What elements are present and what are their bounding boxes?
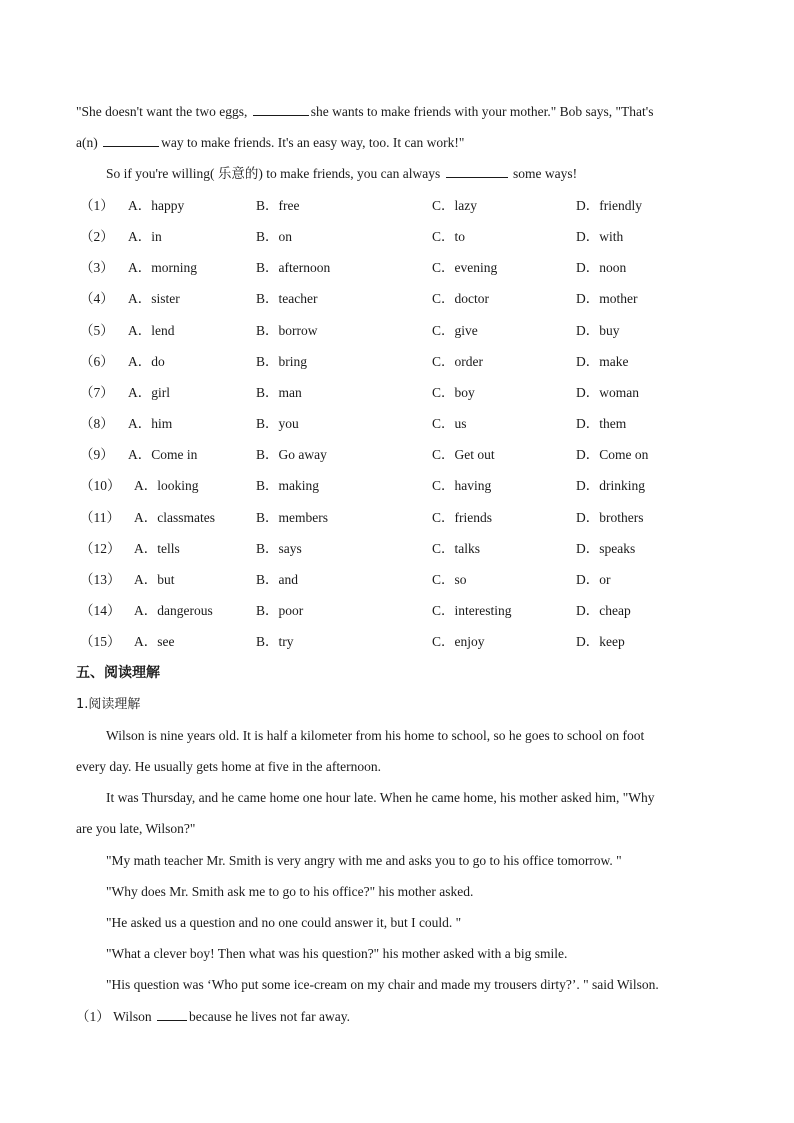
option-a[interactable]: A．lend: [128, 322, 175, 338]
story-paragraph: "My math teacher Mr. Smith is very angry with me and asks you to go to his office tomorrow. ": [106, 853, 622, 868]
question-number: （10）: [80, 478, 121, 494]
option-d[interactable]: D．brothers: [576, 509, 644, 525]
option-b[interactable]: B．you: [256, 416, 299, 432]
option-c[interactable]: C．having: [432, 478, 492, 494]
question-number: （7）: [80, 384, 114, 400]
option-row: [76, 353, 716, 371]
option-c[interactable]: C．Get out: [432, 447, 495, 463]
question-number: （4）: [80, 291, 114, 307]
option-c[interactable]: C．talks: [432, 540, 481, 556]
question-number: （8）: [80, 416, 114, 432]
answer-blank[interactable]: [446, 165, 508, 178]
question-number: （9）: [80, 447, 114, 463]
question-number: （5）: [80, 322, 114, 338]
option-a[interactable]: A．happy: [128, 198, 185, 213]
option-row: [76, 259, 716, 277]
option-c[interactable]: C．evening: [432, 260, 498, 276]
option-c[interactable]: C．so: [432, 571, 467, 587]
option-a[interactable]: A．tells: [134, 540, 180, 556]
sub-heading: 1.阅读理解: [76, 697, 141, 712]
option-a[interactable]: A．see: [134, 634, 175, 650]
option-b[interactable]: B．free: [256, 198, 300, 213]
question-number: （13）: [80, 571, 121, 587]
option-d[interactable]: D．friendly: [576, 198, 642, 213]
option-d[interactable]: D．keep: [576, 634, 625, 650]
option-a[interactable]: A．in: [128, 229, 162, 245]
story-paragraph: every day. He usually gets home at five in the afternoon.: [76, 759, 382, 774]
option-row: [76, 602, 716, 620]
option-c[interactable]: C．friends: [432, 509, 492, 525]
story-paragraph: "What a clever boy! Then what was his question?" his mother asked with a big smile.: [106, 946, 568, 961]
question-number: （1）: [80, 198, 114, 213]
option-d[interactable]: D．with: [576, 229, 624, 245]
answer-blank[interactable]: [157, 1008, 187, 1021]
option-b[interactable]: B．man: [256, 384, 302, 400]
option-d[interactable]: D．them: [576, 416, 627, 432]
option-a[interactable]: A．dangerous: [134, 602, 213, 618]
question-number: （3）: [80, 260, 114, 276]
option-row: [76, 228, 716, 246]
option-c[interactable]: C．boy: [432, 384, 475, 400]
option-c[interactable]: C．give: [432, 322, 478, 338]
option-d[interactable]: D．mother: [576, 291, 638, 307]
option-a[interactable]: A．classmates: [134, 509, 215, 525]
story-paragraph: are you late, Wilson?": [76, 821, 196, 836]
question-number: （2）: [80, 229, 114, 245]
answer-blank[interactable]: [103, 134, 159, 147]
option-d[interactable]: D．buy: [576, 322, 620, 338]
option-c[interactable]: C．lazy: [432, 198, 477, 213]
option-b[interactable]: B．making: [256, 478, 319, 494]
option-a[interactable]: A．girl: [128, 384, 170, 400]
question-1: （1） Wilson because he lives not far away.: [76, 1009, 351, 1024]
option-a[interactable]: A．sister: [128, 291, 180, 307]
answer-blank[interactable]: [253, 103, 309, 116]
option-c[interactable]: C．to: [432, 229, 466, 245]
option-a[interactable]: A．him: [128, 416, 173, 432]
option-row: [76, 415, 716, 433]
option-c[interactable]: C．enjoy: [432, 634, 485, 650]
option-row: [76, 290, 716, 308]
option-a[interactable]: A．looking: [134, 478, 199, 494]
option-row: [76, 446, 716, 464]
option-d[interactable]: D．or: [576, 571, 611, 587]
option-b[interactable]: B．teacher: [256, 291, 318, 307]
option-b[interactable]: B．members: [256, 509, 328, 525]
option-d[interactable]: D．drinking: [576, 478, 645, 494]
option-b[interactable]: B．bring: [256, 353, 308, 369]
option-b[interactable]: B．borrow: [256, 322, 318, 338]
option-row: [76, 197, 716, 215]
option-row: [76, 322, 716, 340]
passage-line-3: So if you're willing( 乐意的) to make friends, you can always some ways!: [106, 166, 578, 181]
section-heading: 五、阅读理解: [76, 665, 160, 681]
option-row: [76, 477, 716, 495]
option-row: [76, 509, 716, 527]
passage-line-1: "She doesn't want the two eggs, she wants to make friends with your mother." Bob says, "That's: [76, 104, 654, 119]
option-a[interactable]: A．Come in: [128, 447, 198, 463]
option-c[interactable]: C．order: [432, 353, 483, 369]
question-number: （14）: [80, 602, 121, 618]
story-paragraph: It was Thursday, and he came home one hour late. When he came home, his mother asked him, "Why: [106, 790, 655, 805]
option-d[interactable]: D．speaks: [576, 540, 636, 556]
option-b[interactable]: B．and: [256, 571, 298, 587]
option-d[interactable]: D．Come on: [576, 447, 649, 463]
story-paragraph: Wilson is nine years old. It is half a kilometer from his home to school, so he goes to school on foot: [106, 728, 645, 743]
option-row: [76, 540, 716, 558]
question-number: （11）: [80, 509, 120, 525]
question-number: （15）: [80, 634, 121, 650]
option-a[interactable]: A．morning: [128, 260, 197, 276]
passage-line-2: a(n) way to make friends. It's an easy way, too. It can work!": [76, 135, 465, 150]
option-d[interactable]: D．make: [576, 353, 629, 369]
option-c[interactable]: C．doctor: [432, 291, 489, 307]
question-number: （12）: [80, 540, 121, 556]
question-number: （6）: [80, 353, 114, 369]
option-a[interactable]: A．but: [134, 571, 175, 587]
option-d[interactable]: D．woman: [576, 384, 639, 400]
option-b[interactable]: B．on: [256, 229, 293, 245]
option-row: [76, 384, 716, 402]
option-b[interactable]: B．try: [256, 634, 294, 650]
option-d[interactable]: D．noon: [576, 260, 627, 276]
story-paragraph: "Why does Mr. Smith ask me to go to his office?" his mother asked.: [106, 884, 474, 899]
option-c[interactable]: C．us: [432, 416, 467, 432]
option-c[interactable]: C．interesting: [432, 602, 512, 618]
option-d[interactable]: D．cheap: [576, 602, 631, 618]
option-a[interactable]: A．do: [128, 353, 165, 369]
option-b[interactable]: B．poor: [256, 602, 304, 618]
option-b[interactable]: B．afternoon: [256, 260, 331, 276]
option-row: [76, 633, 716, 651]
option-b[interactable]: B．Go away: [256, 447, 327, 463]
option-b[interactable]: B．says: [256, 540, 302, 556]
story-paragraph: "He asked us a question and no one could answer it, but I could. ": [106, 915, 462, 930]
option-row: [76, 571, 716, 589]
story-paragraph: "His question was ‘Who put some ice-cream on my chair and made my trousers dirty?’. " said Wilson.: [106, 977, 659, 992]
